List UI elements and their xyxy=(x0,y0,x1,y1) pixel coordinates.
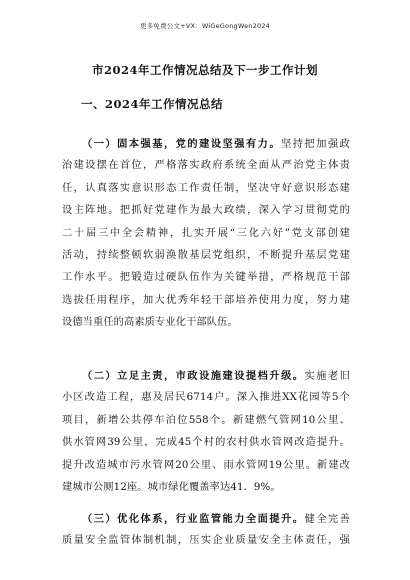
paragraph-line: 建城市公厕12座。城市绿化覆盖率达41．9%。 xyxy=(62,481,281,493)
paragraph-line: 小区改造工程，惠及居民6714户。深入推进XX花园等5个 xyxy=(62,392,350,404)
paragraph-line: 任，认真落实意识形态工作责任制，坚决守好意识形态建 xyxy=(62,182,350,194)
paragraph-line: 质量安全监管体制机制，压实企业质量安全主体责任，强 xyxy=(62,535,350,547)
paragraph-line: 提升改造城市污水管网20公里、雨水管网19公里。新建改 xyxy=(62,459,350,471)
paragraph-text: 健全完善 xyxy=(304,514,350,525)
paragraph-line: 项目，新增公共停车泊位558个。新建燃气管网10公里、 xyxy=(62,414,350,426)
paragraph-heading: （一）固本强基，党的建设坚强有力。 xyxy=(82,138,282,150)
paragraph-line xyxy=(62,133,350,155)
paragraph-text: 实施老旧 xyxy=(304,371,350,382)
paragraph-text: 坚持把加强政 xyxy=(281,139,350,150)
document-title: 市2024年工作情况总结及下一步工作计划 xyxy=(91,63,318,77)
paragraph-heading: （二）立足主责，市政设施建设提档升级。 xyxy=(82,370,305,382)
paragraph-line: 活动，持续整顿软弱涣散基层党组织，不断提升基层党建 xyxy=(62,249,350,261)
paragraph-line: 选拔任用程序，加大优秀年轻干部培养使用力度，努力建 xyxy=(62,294,350,306)
paragraph-party-building xyxy=(62,133,350,335)
section-heading: 一、2024年工作情况总结 xyxy=(81,97,224,111)
paragraph-line: 设主阵地。把抓好党建作为最大政绩，深入学习贯彻党的 xyxy=(62,205,350,217)
paragraph-line: 工作水平。把锻造过硬队伍作为关键举措，严格规范干部 xyxy=(62,272,350,284)
paragraph-municipal-facilities xyxy=(62,365,350,499)
paragraph-line: 供水管网39公里，完成45个村的农村供水管网改造提升。 xyxy=(62,437,350,449)
paragraph-line xyxy=(62,508,350,530)
paragraph-industry-supervision xyxy=(62,508,350,553)
header-note: 更多免费公文+VX：WiGeGongWen2024 xyxy=(140,22,270,30)
paragraph-heading: （三）优化体系，行业监管能力全面提升。 xyxy=(82,513,305,525)
paragraph-line: 二十届三中全会精神，扎实开展“三化六好”党支部创建 xyxy=(62,227,350,239)
paragraph-line: 设德当重任的高素质专业化干部队伍。 xyxy=(62,317,238,329)
paragraph-line: 治建设摆在首位，严格落实政府系统全面从严治党主体责 xyxy=(62,160,350,172)
paragraph-line xyxy=(62,365,350,387)
